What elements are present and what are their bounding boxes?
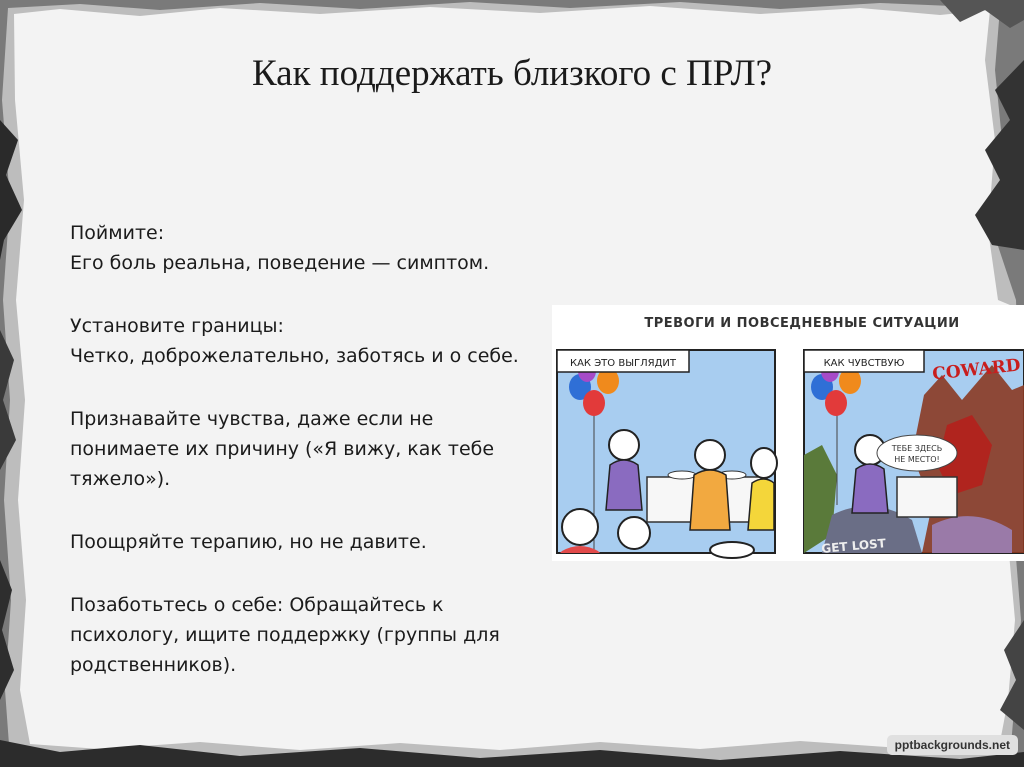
paragraph-feelings: [70, 404, 560, 494]
line: Позаботьтесь о себе: Обращайтесь к: [70, 594, 444, 616]
line: Его боль реальна, поведение — симптом.: [70, 252, 490, 274]
panel-right-speech-line1: ТЕБЕ ЗДЕСЬ: [891, 444, 943, 453]
line: Поощряйте терапию, но не давите.: [70, 531, 427, 553]
watermark-badge: pptbackgrounds.net: [887, 735, 1018, 755]
paragraph-therapy: [70, 527, 560, 557]
panel-right-shout: COWARD: [931, 355, 1022, 385]
slide-title: Как поддержать близкого с ПРЛ?: [251, 53, 773, 94]
line: психологу, ищите поддержку (группы для: [70, 624, 500, 646]
comic-panel-left: [557, 350, 777, 558]
line: тяжело»).: [70, 468, 171, 490]
line: Четко, доброжелательно, заботясь и о себе.: [70, 345, 519, 367]
panel-left-caption: КАК ЭТО ВЫГЛЯДИТ: [569, 358, 677, 369]
line: Поймите:: [70, 222, 165, 244]
comic-panel-right: [804, 350, 1024, 556]
line: Признавайте чувства, даже если не: [70, 408, 434, 430]
panel-right-speech-line2: НЕ МЕСТО!: [894, 455, 940, 464]
comic-illustration: [552, 305, 1024, 561]
line: Установите границы:: [70, 315, 284, 337]
panel-right-bottom-text: GET LOST: [820, 536, 887, 556]
paragraph-boundaries: [70, 311, 560, 371]
line: родственников).: [70, 654, 237, 676]
comic-header: ТРЕВОГИ И ПОВСЕДНЕВНЫЕ СИТУАЦИИ: [644, 316, 960, 331]
panel-right-caption: КАК ЧУВСТВУЮ: [823, 358, 905, 369]
line: понимаете их причину («Я вижу, как тебе: [70, 438, 495, 460]
slide-body: [70, 218, 560, 713]
paragraph-understand: [70, 218, 560, 278]
paragraph-self-care: [70, 590, 560, 680]
